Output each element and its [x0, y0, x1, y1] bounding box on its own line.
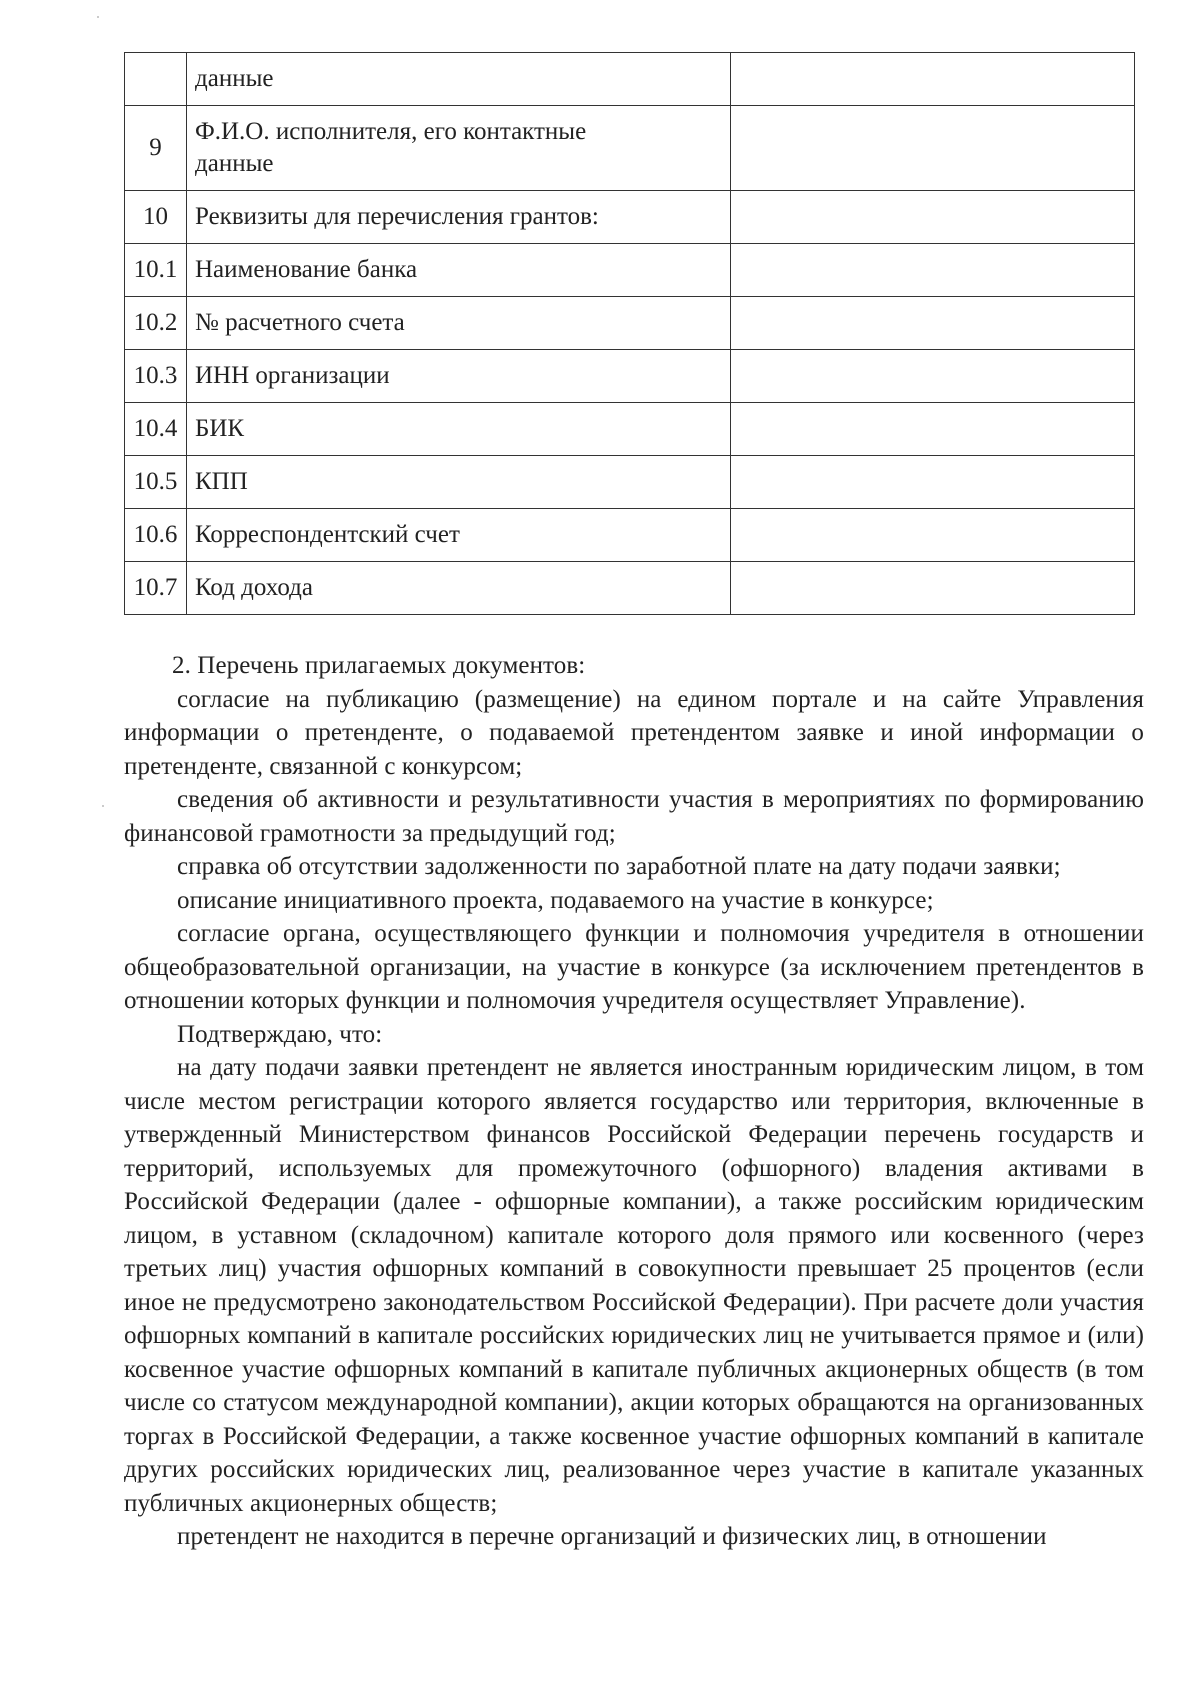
row-label — [187, 244, 731, 297]
row-label — [187, 191, 731, 244]
row-label — [187, 509, 731, 562]
table-row — [125, 244, 1135, 297]
confirmation-paragraph: претендент не находится в перечне организаций и физических лиц, в отношении — [177, 1523, 1047, 1550]
row-label-line: БИК — [195, 415, 245, 442]
row-value-cell[interactable] — [731, 403, 1135, 456]
row-number: 10.6 — [125, 509, 187, 562]
row-label — [187, 562, 731, 615]
row-label-line: Ф.И.О. исполнителя, его контактные — [195, 118, 587, 145]
table-row — [125, 403, 1135, 456]
row-number: 10.4 — [125, 403, 187, 456]
row-label — [187, 403, 731, 456]
row-value-cell[interactable] — [731, 297, 1135, 350]
row-number: 10.7 — [125, 562, 187, 615]
application-details-table — [124, 52, 1135, 615]
table-row — [125, 509, 1135, 562]
table-row — [125, 53, 1135, 106]
row-value-cell[interactable] — [731, 509, 1135, 562]
row-value-cell[interactable] — [731, 244, 1135, 297]
row-label-line: данные — [195, 65, 274, 92]
table-row — [125, 106, 1135, 191]
row-label-line: № расчетного счета — [195, 309, 405, 336]
row-value-cell[interactable] — [731, 350, 1135, 403]
row-value-cell[interactable] — [731, 562, 1135, 615]
row-number: 10.1 — [125, 244, 187, 297]
row-label-line: данные — [195, 150, 274, 177]
row-value-cell[interactable] — [731, 106, 1135, 191]
row-number: 10.3 — [125, 350, 187, 403]
scan-artifact — [102, 805, 104, 807]
table-row — [125, 191, 1135, 244]
row-number: 9 — [125, 106, 187, 191]
row-label-line: КПП — [195, 468, 248, 495]
row-label-line: Код дохода — [195, 574, 313, 601]
row-label-line: Реквизиты для перечисления грантов: — [195, 203, 599, 230]
table-row — [125, 350, 1135, 403]
document-body-text — [124, 649, 1144, 1554]
confirmation-paragraph: на дату подачи заявки претендент не является иностранным юридическим лицом, в том числе местом регистрации которого является государство или территория, включенные в утвержденный Министерством финансов Российской Федерации перечень государств и территорий, используемых для промежуточного (офшорного) владения активами в Российской Федерации (далее - офшорные компании), а также российским юридическим лицом, в уставном (складочном) капитале которого доля прямого или косвенного (через третьих лиц) участия офшорных компаний в совокупности превышает 25 процентов (если иное не предусмотрено законодательством Российской Федерации). При расчете доли участия офшорных компаний в капитале российских юридических лиц не учитывается прямое и (или) косвенное участие офшорных компаний в капитале публичных акционерных обществ (в том числе со статусом международной компании), акции которых обращаются на организованных торгах в Российской Федерации, а также косвенное участие офшорных компаний в капитале других российских юридических лиц, реализованное через участие в капитале указанных публичных акционерных обществ; — [124, 1054, 1144, 1517]
row-label — [187, 297, 731, 350]
table-row — [125, 562, 1135, 615]
row-label — [187, 53, 731, 106]
row-number — [125, 53, 187, 106]
scan-artifact — [97, 16, 99, 18]
section-heading: 2. Перечень прилагаемых документов: — [172, 652, 586, 679]
row-value-cell[interactable] — [731, 191, 1135, 244]
row-label-line: Корреспондентский счет — [195, 521, 460, 548]
row-label — [187, 106, 731, 191]
row-label — [187, 350, 731, 403]
row-value-cell[interactable] — [731, 456, 1135, 509]
row-number: 10.5 — [125, 456, 187, 509]
row-number: 10.2 — [125, 297, 187, 350]
row-value-cell[interactable] — [731, 53, 1135, 106]
document-list-item: согласие органа, осуществляющего функции и полномочия учредителя в отношении общеобразовательной организации, на участие в конкурсе (за исключением претендентов в отношении которых функции и полномочия учредителя осуществляет Управление). — [124, 920, 1144, 1014]
document-list-item: справка об отсутствии задолженности по заработной плате на дату подачи заявки; — [177, 853, 1061, 880]
table-row — [125, 456, 1135, 509]
table-row — [125, 297, 1135, 350]
row-label — [187, 456, 731, 509]
row-label-line: ИНН организации — [195, 362, 390, 389]
row-label-line: Наименование банка — [195, 256, 418, 283]
row-number: 10 — [125, 191, 187, 244]
document-list-item: согласие на публикацию (размещение) на едином портале и на сайте Управления информации о претенденте, о подаваемой претендентом заявке и иной информации о претенденте, связанной с конкурсом; — [124, 685, 1144, 780]
confirmation-heading: Подтверждаю, что: — [177, 1020, 383, 1048]
document-list-item: сведения об активности и результативности участия в мероприятиях по формированию финансовой грамотности за предыдущий год; — [124, 786, 1144, 847]
document-list-item: описание инициативного проекта, подаваемого на участие в конкурсе; — [177, 886, 934, 914]
